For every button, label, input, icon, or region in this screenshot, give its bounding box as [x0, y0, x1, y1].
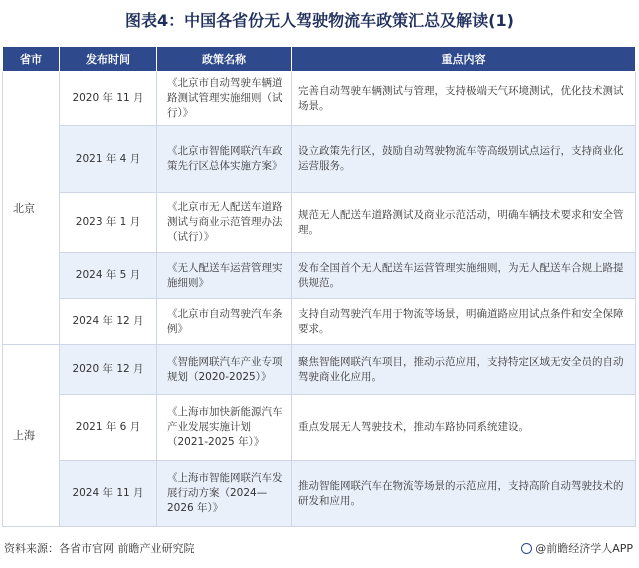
city-cell: 北京	[3, 72, 60, 345]
date-cell: 2024 年 11 月	[60, 461, 157, 527]
policy-cell: 《北京市自动驾驶车辆道路测试管理实施细则（试行）》	[157, 72, 292, 126]
content-cell: 聚焦智能网联汽车项目，推动示范应用，支持特定区域无安全员的自动驾驶商业化应用。	[292, 345, 636, 395]
date-cell: 2024 年 12 月	[60, 299, 157, 345]
table-row	[3, 253, 636, 299]
header-date: 发布时间	[60, 47, 157, 72]
content-cell: 规范无人配送车道路测试及商业示范活动，明确车辆技术要求和安全管理。	[292, 193, 636, 253]
policy-cell: 《无人配送车运营管理实施细则》	[157, 253, 292, 299]
table-row	[3, 461, 636, 527]
header-content: 重点内容	[292, 47, 636, 72]
table-row	[3, 299, 636, 345]
content-cell: 重点发展无人驾驶技术，推动车路协同系统建设。	[292, 395, 636, 461]
policy-cell: 《北京市智能网联汽车政策先行区总体实施方案》	[157, 126, 292, 193]
brand-logo-icon	[521, 543, 532, 554]
credit-text: @前瞻经济学人APP	[535, 542, 633, 555]
table-row	[3, 126, 636, 193]
content-cell: 设立政策先行区，鼓励自动驾驶物流车等高级别试点运行，支持商业化运营服务。	[292, 126, 636, 193]
content-cell: 推动智能网联汽车在物流等场景的示范应用，支持高阶自动驾驶技术的研发和应用。	[292, 461, 636, 527]
policy-cell: 《智能网联汽车产业专项规划（2020-2025）》	[157, 345, 292, 395]
policy-cell: 《北京市无人配送车道路测试与商业示范管理办法（试行）》	[157, 193, 292, 253]
policy-cell: 《上海市智能网联汽车发展行动方案（2024—2026 年）》	[157, 461, 292, 527]
content-cell: 发布全国首个无人配送车运营管理实施细则，为无人配送车合规上路提供规范。	[292, 253, 636, 299]
table-header-row	[3, 47, 636, 72]
chart-title: 图表4：中国各省份无人驾驶物流车政策汇总及解读(1)	[125, 11, 514, 30]
city-cell: 上海	[3, 345, 60, 527]
policy-cell: 《上海市加快新能源汽车产业发展实施计划（2021-2025 年）》	[157, 395, 292, 461]
policy-table	[2, 46, 636, 527]
date-cell: 2020 年 11 月	[60, 72, 157, 126]
date-cell: 2023 年 1 月	[60, 193, 157, 253]
content-cell: 支持自动驾驶汽车用于物流等场景，明确道路应用试点条件和安全保障要求。	[292, 299, 636, 345]
date-cell: 2020 年 12 月	[60, 345, 157, 395]
header-city: 省市	[3, 47, 60, 72]
date-cell: 2021 年 6 月	[60, 395, 157, 461]
table-row	[3, 72, 636, 126]
table-row	[3, 345, 636, 395]
date-cell: 2021 年 4 月	[60, 126, 157, 193]
content-cell: 完善自动驾驶车辆测试与管理，支持极端天气环境测试，优化技术测试场景。	[292, 72, 636, 126]
policy-cell: 《北京市自动驾驶汽车条例》	[157, 299, 292, 345]
source-note: 资料来源：各省市官网 前瞻产业研究院	[4, 542, 195, 555]
table-row	[3, 395, 636, 461]
header-policy: 政策名称	[157, 47, 292, 72]
credit-note	[521, 540, 633, 556]
table-row	[3, 193, 636, 253]
date-cell: 2024 年 5 月	[60, 253, 157, 299]
